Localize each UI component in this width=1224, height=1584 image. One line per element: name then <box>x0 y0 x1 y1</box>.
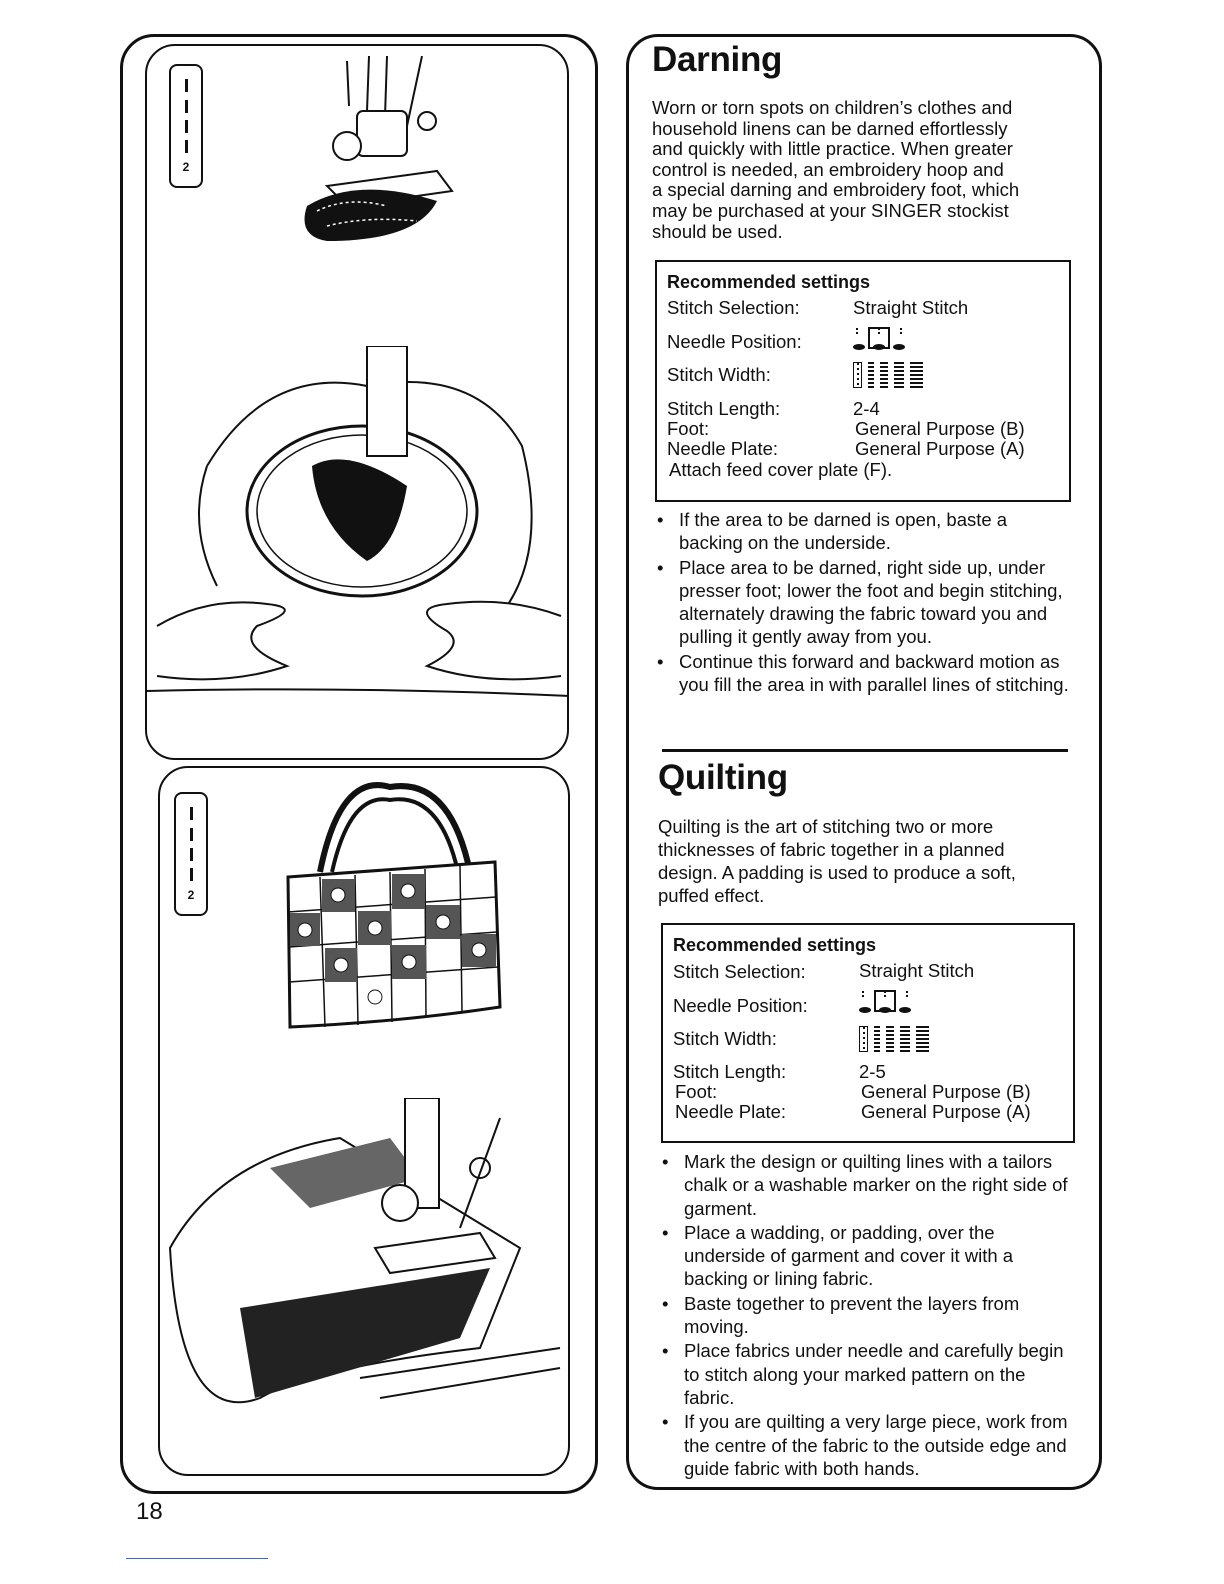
needle-position-center-icon <box>853 324 905 352</box>
needle-plate-value: General Purpose (A) <box>855 438 1025 459</box>
quilting-illustration-panel <box>158 766 570 1476</box>
quilting-title: Quilting <box>658 758 788 797</box>
footer-rule <box>126 1558 268 1559</box>
stitch-selection-value: Straight Stitch <box>853 297 969 318</box>
intro-line: Worn or torn spots on children’s clothes and <box>652 97 1013 118</box>
foot-value: General Purpose (B) <box>861 1081 1031 1102</box>
intro-line: design. A padding is used to produce a soft, <box>658 862 1016 883</box>
section-divider <box>662 749 1068 752</box>
feed-cover-note: Attach feed cover plate (F). <box>669 459 893 480</box>
stitch-length-label: Stitch Length: <box>667 398 781 419</box>
quilting-intro <box>658 815 1016 907</box>
instruction-item: • If you are quilting a very large piece, work from the centre of the fabric to the outside edge and guide fabric with both hands. <box>660 1410 1078 1480</box>
quilting-at-machine-icon <box>160 1098 570 1458</box>
quilting-settings-box <box>661 923 1075 1143</box>
stitch-length-value: 2-4 <box>853 398 880 419</box>
intro-line: household linens can be darned effortlessly <box>652 117 1008 139</box>
intro-line: thicknesses of fabric together in a planned <box>658 839 1005 860</box>
dial-number: 2 <box>187 887 195 902</box>
foot-label: Foot: <box>675 1081 718 1102</box>
intro-line: should be used. <box>652 220 783 242</box>
stitch-length-dial-icon <box>174 792 208 916</box>
instruction-item: • Baste together to prevent the layers from moving. <box>660 1292 1078 1339</box>
quilted-bag-icon <box>270 782 510 1032</box>
stitch-selection-label: Stitch Selection: <box>667 297 800 318</box>
intro-line: and quickly with little practice. When greater <box>652 138 1013 160</box>
instruction-item: • Place fabrics under needle and carefully begin to stitch along your marked pattern on the fabric. <box>660 1339 1078 1409</box>
dial-number: 2 <box>182 159 190 174</box>
foot-label: Foot: <box>667 418 710 439</box>
darning-settings-box <box>655 260 1071 502</box>
needle-position-center-icon <box>859 987 911 1015</box>
intro-line: control is needed, an embroidery hoop and <box>652 158 1004 180</box>
intro-line: Quilting is the art of stitching two or more <box>658 816 994 837</box>
darning-instructions <box>655 508 1073 697</box>
darning-title: Darning <box>652 40 783 79</box>
stitch-length-value: 2-5 <box>859 1061 886 1082</box>
stitch-width-label: Stitch Width: <box>667 364 771 385</box>
intro-line: may be purchased at your SINGER stockist <box>652 199 1009 221</box>
darning-intro <box>652 98 1019 242</box>
stitch-width-label: Stitch Width: <box>673 1028 777 1049</box>
needle-plate-label: Needle Plate: <box>667 438 779 459</box>
instruction-item: • Place area to be darned, right side up, under presser foot; lower the foot and begin stitching, alternately drawing the fabric toward you and pulling it gently away from you. <box>655 556 1073 649</box>
page-number: 18 <box>136 1498 163 1525</box>
needle-plate-value: General Purpose (A) <box>861 1101 1031 1122</box>
stitch-width-narrow-icon <box>853 360 923 388</box>
stitch-width-narrow-icon <box>859 1024 929 1052</box>
quilting-instructions <box>660 1150 1078 1481</box>
needle-plate-label: Needle Plate: <box>675 1101 787 1122</box>
stitch-selection-value: Straight Stitch <box>859 960 975 981</box>
instruction-item: • If the area to be darned is open, baste a backing on the underside. <box>655 508 1073 555</box>
needle-position-label: Needle Position: <box>667 331 802 352</box>
settings-heading: Recommended settings <box>673 935 877 955</box>
instruction-item: • Place a wadding, or padding, over the underside of garment and cover it with a backing or lining fabric. <box>660 1221 1078 1291</box>
stitch-length-dial-icon <box>169 64 203 188</box>
intro-line: a special darning and embroidery foot, which <box>652 179 1020 201</box>
stitch-length-label: Stitch Length: <box>673 1061 787 1082</box>
stitch-selection-label: Stitch Selection: <box>673 961 806 982</box>
settings-heading: Recommended settings <box>667 272 871 292</box>
darning-illustration-panel <box>145 44 569 760</box>
presser-foot-darning-icon <box>287 56 487 246</box>
instruction-item: • Mark the design or quilting lines with a tailors chalk or a washable marker on the right side of garment. <box>660 1150 1078 1220</box>
needle-position-label: Needle Position: <box>673 995 808 1016</box>
embroidery-hoop-hands-icon <box>147 346 569 716</box>
foot-value: General Purpose (B) <box>855 418 1025 439</box>
intro-line: puffed effect. <box>658 885 765 906</box>
instruction-item: • Continue this forward and backward motion as you fill the area in with parallel lines of stitching. <box>655 650 1073 697</box>
